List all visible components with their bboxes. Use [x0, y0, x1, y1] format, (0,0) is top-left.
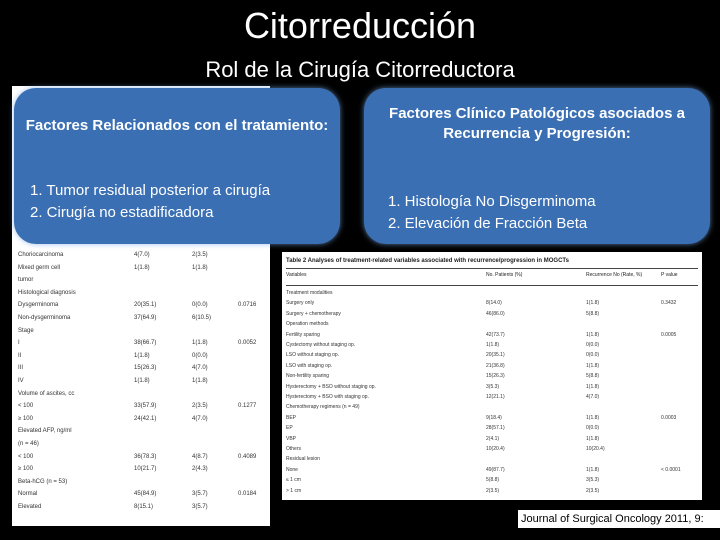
table-cell: Normal [18, 491, 38, 498]
table-cell: Surgery + chemotherapy [286, 310, 341, 317]
table-cell: 0(0.0) [586, 425, 600, 432]
table-cell: 2(3.5) [586, 487, 600, 494]
table-cell: 1(1.8) [134, 352, 150, 359]
table-cell: 12(21.1) [486, 394, 505, 400]
table-cell: 5(8.8) [586, 310, 600, 317]
table-cell: 0.3432 [661, 300, 677, 307]
table-2-header-cell: No. Patients (%) [486, 272, 523, 278]
table-cell: None [286, 466, 298, 473]
table-cell: 10(21.7) [134, 466, 157, 473]
table-row [16, 464, 266, 476]
table-cell: 1(1.8) [134, 264, 150, 271]
table-cell: 4(7.0) [586, 394, 600, 400]
table-cell: 0(0.0) [586, 342, 600, 348]
table-cell: Chemotherapy regimens (n = 49) [286, 404, 360, 411]
table-cell: 3(5.7) [192, 491, 208, 498]
table-cell: Histological diagnosis [18, 289, 76, 296]
table-cell: 4(7.0) [134, 252, 150, 258]
table-cell: ≥ 100 [18, 466, 33, 473]
table-cell: < 0.0001 [661, 466, 681, 473]
table-row [16, 275, 266, 287]
table-row [16, 338, 266, 350]
table-cell: 0.0184 [238, 491, 257, 498]
table-cell: 38(66.7) [134, 340, 157, 347]
table-cell: Non-dysgerminoma [18, 315, 71, 321]
clinical-factors-heading: Factores Clínico Patológicos asociados a Recurrencia y Progresión: [389, 105, 685, 142]
table-cell: Residual lesion [286, 456, 320, 463]
table-2-caption: Table 2 Analyses of treatment-related variables associated with recurrence/progression in MOGCTs [286, 258, 569, 264]
table-row [286, 486, 698, 498]
table-cell: 1(1.8) [586, 466, 600, 473]
table-2-header [286, 268, 698, 286]
table-cell: 3(5.3) [486, 383, 500, 390]
citation: Journal of Surgical Oncology 2011, 9: [518, 510, 720, 528]
table-2-image [282, 252, 702, 500]
table-cell: 8(14.0) [486, 300, 502, 307]
table-row [16, 452, 266, 464]
table-cell: I [18, 340, 20, 347]
table-cell: Non-fertility sparing [286, 373, 330, 380]
table-cell: 0(0.0) [586, 352, 600, 359]
table-cell: 20(35.1) [486, 352, 505, 359]
table-cell: 0.0052 [238, 340, 257, 347]
table-row [16, 502, 266, 514]
table-row [16, 313, 266, 325]
table-cell: LSO with staging op. [286, 362, 333, 369]
table-cell: 10(20.4) [486, 446, 505, 452]
treatment-factors-callout [14, 88, 340, 244]
table-cell: 1(1.8) [192, 264, 208, 271]
table-cell: 2(4.1) [486, 435, 500, 442]
table-cell: 0.0003 [661, 414, 677, 421]
table-cell: 1(1.8) [586, 435, 600, 442]
table-cell: 2(3.5) [486, 487, 500, 494]
table-cell: Surgery only [286, 300, 315, 307]
table-row [16, 489, 266, 501]
table-cell: 37(64.9) [134, 315, 157, 321]
table-cell: Treatment modalities [286, 290, 333, 296]
table-cell: 15(26.3) [486, 373, 505, 380]
table-cell: Mixed germ cell [18, 264, 61, 271]
table-cell: 0(0.0) [192, 302, 208, 309]
table-cell: 1(1.8) [192, 378, 208, 384]
table-cell: < 100 [18, 453, 34, 460]
table-2-header-cell: P value [661, 272, 678, 278]
list-item: 1. Histología No Disgerminoma [388, 193, 596, 210]
table-cell: 1(1.8) [586, 300, 600, 307]
table-cell: 3(5.3) [586, 477, 600, 484]
clinical-factors-list [388, 191, 596, 235]
table-row [16, 401, 266, 413]
table-cell: Dysgerminoma [18, 302, 59, 309]
table-cell: Elevated [18, 504, 42, 510]
table-cell: EP [286, 425, 293, 432]
table-cell: Stage [18, 327, 34, 334]
table-cell: 4(7.0) [192, 415, 208, 422]
table-cell: 4(8.7) [192, 453, 208, 460]
table-row [16, 288, 266, 300]
table-cell: BEP [286, 414, 297, 421]
table-row [16, 263, 266, 275]
table-cell: Elevated AFP, ng/ml [18, 428, 72, 435]
table-cell: 1(1.8) [586, 414, 600, 421]
table-cell: 1(1.8) [586, 383, 600, 390]
table-row [16, 414, 266, 426]
table-row [16, 439, 266, 451]
clinical-factors-callout [364, 88, 710, 244]
list-item: 1. Tumor residual posterior a cirugía [30, 182, 271, 199]
table-cell: 46(86.0) [486, 310, 505, 317]
table-cell: Cystectomy without staging op. [286, 342, 356, 348]
table-cell: 1(1.8) [486, 342, 500, 348]
table-cell: ≤ 1 cm [286, 477, 301, 484]
table-cell: 0.4089 [238, 453, 257, 460]
table-cell: 45(84.9) [134, 491, 157, 498]
table-cell: 3(5.7) [192, 504, 208, 510]
table-cell: 0.0716 [238, 302, 257, 309]
table-cell: 2(3.5) [192, 252, 208, 258]
table-2-header-cell: Variables [286, 272, 307, 278]
table-cell: 8(15.1) [134, 504, 154, 510]
table-row [16, 326, 266, 338]
table-row [16, 300, 266, 312]
table-cell: 1(1.8) [586, 331, 600, 338]
table-row [16, 351, 266, 363]
table-cell: III [18, 365, 24, 372]
table-cell: 5(8.8) [586, 373, 600, 380]
table-row [16, 426, 266, 438]
table-cell: 20(35.1) [134, 302, 157, 309]
table-cell: VBP [286, 435, 297, 442]
table-cell: 1(1.8) [192, 340, 208, 347]
table-cell: 5(8.8) [486, 477, 500, 484]
table-cell: LSO without staging op. [286, 352, 340, 359]
list-item: 2. Elevación de Fracción Beta [388, 215, 588, 232]
table-cell: 33(57.9) [134, 403, 157, 410]
slide-subtitle: Rol de la Cirugía Citorreductora [205, 57, 515, 82]
table-cell: Hysterectomy + BSO without staging op. [286, 383, 376, 390]
table-cell: 42(73.7) [486, 331, 505, 338]
table-cell: 4(7.0) [192, 365, 208, 372]
table-cell: Choriocarcinoma [18, 252, 64, 258]
table-cell: 36(78.3) [134, 453, 157, 460]
table-cell: 21(36.8) [486, 362, 505, 369]
slide-title: Citorreducción [243, 5, 477, 46]
table-row [16, 477, 266, 489]
table-row [16, 250, 266, 262]
table-cell: Beta-hCG (n = 53) [18, 478, 68, 485]
treatment-factors-heading: Factores Relacionados con el tratamiento: [25, 117, 329, 134]
table-cell: 2(4.3) [192, 466, 208, 473]
table-cell: 9(18.4) [486, 414, 502, 421]
table-cell: Operation methods [286, 321, 329, 328]
table-row [16, 389, 266, 401]
table-cell: Others [286, 446, 302, 452]
table-cell: 28(57.1) [486, 425, 505, 432]
table-cell: 15(26.3) [134, 365, 157, 372]
treatment-factors-list [30, 180, 270, 224]
table-cell: ≥ 100 [18, 415, 33, 422]
table-cell: 0(0.0) [192, 352, 208, 359]
table-cell: 2(3.5) [192, 403, 208, 410]
table-cell: 1(1.8) [586, 362, 600, 369]
table-cell: IV [18, 378, 24, 384]
table-cell: 49(87.7) [486, 466, 505, 473]
table-cell: II [18, 352, 22, 359]
table-cell: 10(20.4) [586, 446, 605, 452]
table-cell: < 100 [18, 403, 34, 410]
table-cell: Fertility sparing [286, 331, 320, 338]
table-cell: (n = 46) [18, 441, 39, 447]
table-cell: 1(1.8) [134, 378, 150, 384]
table-cell: 0.0005 [661, 331, 677, 338]
table-cell: Hysterectomy + BSO with staging op. [286, 394, 369, 400]
table-cell: tumor [18, 277, 34, 284]
table-cell: Volume of ascites, cc [18, 390, 75, 397]
table-row [16, 376, 266, 388]
table-cell: 0.1277 [238, 403, 257, 410]
table-row [16, 363, 266, 375]
table-cell: 6(10.5) [192, 315, 212, 321]
table-cell: 24(42.1) [134, 415, 157, 422]
table-cell: > 1 cm [286, 487, 302, 494]
list-item: 2. Cirugía no estadificadora [30, 204, 214, 221]
table-2-header-cell: Recurrence No (Rate, %) [586, 272, 643, 278]
